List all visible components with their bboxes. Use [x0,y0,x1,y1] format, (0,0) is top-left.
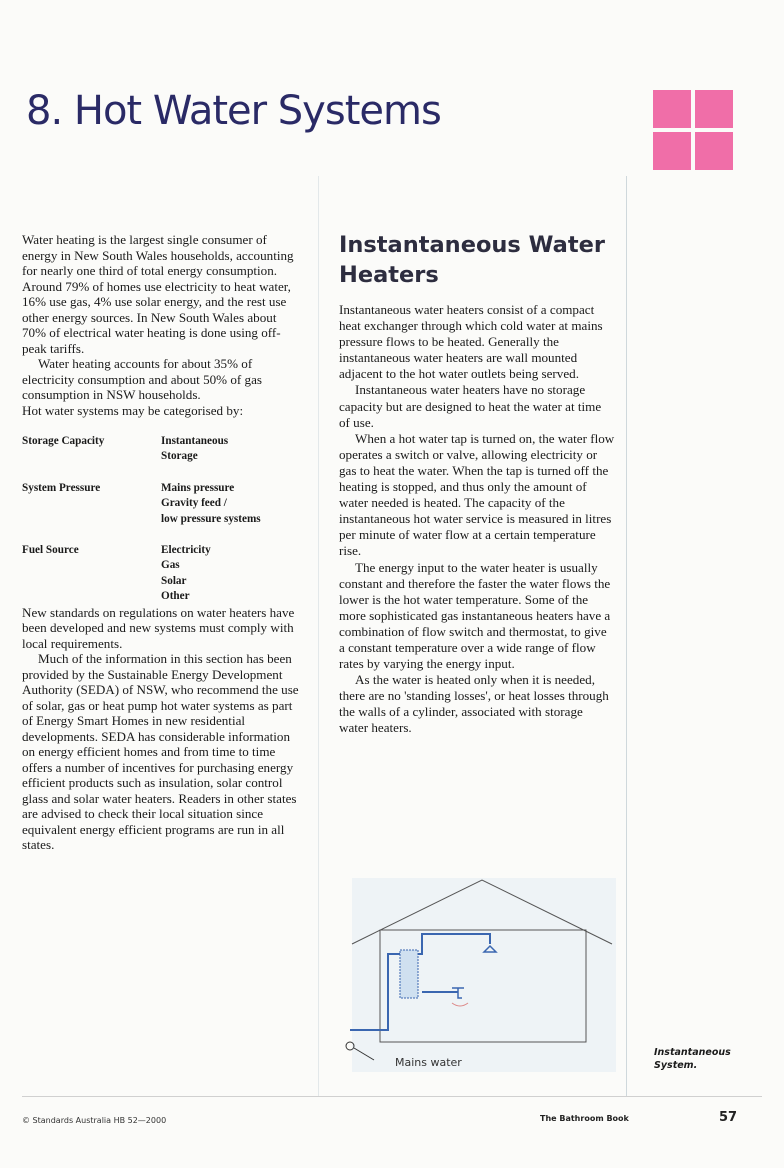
heater-unit-icon [400,950,418,998]
column-rule [318,176,319,1096]
paragraph-4: The energy input to the water heater is usually constant and therefore the faster the water flows the lower is the hot water temperature. Some of the more sophisticated gas instantaneous heaters have a combination of flow switch and thermostat, to give a constant temperature over a wide range of flow rates by varying the energy input. [339,559,611,672]
section-heading: Instantaneous Water Heaters [339,232,605,288]
paragraph-2: Instantaneous water heaters have no storage capacity but are designed to heat the water at time of use. [339,382,602,430]
consumption-paragraph: Water heating accounts for about 35% of electricity consumption and about 50% of gas consumption in NSW households. [22,356,262,402]
categorised-by-line: Hot water systems may be categorised by: [22,402,244,418]
seda-paragraph: Much of the information in this section has been provided by the Sustainable Energy Development Authority (SEDA) of NSW, who recommend the use of solar, gas or heat pump hot water systems as part of Energy Smart Homes in new residential developments. SEDA has considerable information on energy efficient homes and from time to time offers a number of incentives for purchasing energy efficient products such as insulation, solar control glass and solar water heaters. Readers in other states are advised to check their local situation since equivalent energy efficient programs are run in all states. [22,651,299,853]
mains-water-label: Mains water [395,1056,462,1069]
paragraph-1: Instantaneous water heaters consist of a compact heat exchanger through which cold water at mains pressure flows to be heated. Generally the instantaneous water heaters are wall mounted adjacent to the hot water outlets being served. [339,302,603,382]
footer-book-title: The Bathroom Book [540,1114,629,1123]
left-column [22,232,300,853]
footer-copyright: © Standards Australia HB 52—2000 [22,1116,167,1125]
right-column [339,230,615,737]
margin-rule [626,176,627,1096]
page-number: 57 [719,1110,738,1125]
footer-rule [22,1096,762,1097]
chapter-title: 8. Hot Water Systems [26,88,441,134]
standards-paragraph: New standards on regulations on water heaters have been developed and new systems must comply with local requirements. [22,604,295,651]
paragraph-3: When a hot water tap is turned on, the water flow operates a switch or valve, allowing electricity or gas to heat the water. When the tap is turned off the heating is stopped, and thus only the amount of water needed is heated. The capacity of the instantaneous hot water service is measured in litres per minute of water flow at a certain temperature rise. [339,430,615,559]
category-system-pressure: System Pressure Mains pressure Gravity feed / low pressure systems [22,481,261,525]
instantaneous-system-diagram [340,870,620,1075]
figure-caption: Instantaneous System. [654,1047,731,1071]
intro-paragraph: Water heating is the largest single consumer of energy in New South Wales households, accounting for nearly one third of total energy consumption. Around 79% of homes use electricity to heat water, 16% use gas, 4% use solar energy, and the rest use other energy sources. In New South Wales about 70% of electrical water heating is done using off-peak tariffs. [22,232,294,356]
pink-squares-logo [653,90,733,170]
category-fuel-source: Fuel Source Electricity Gas Solar Other [22,544,211,603]
category-storage-capacity: Storage Capacity Instantaneous Storage [22,435,229,463]
diagram-background [352,878,616,1072]
paragraph-5: As the water is heated only when it is needed, there are no 'standing losses', or heat losses through the walls of a cylinder, associated with storage water heaters. [339,672,609,736]
